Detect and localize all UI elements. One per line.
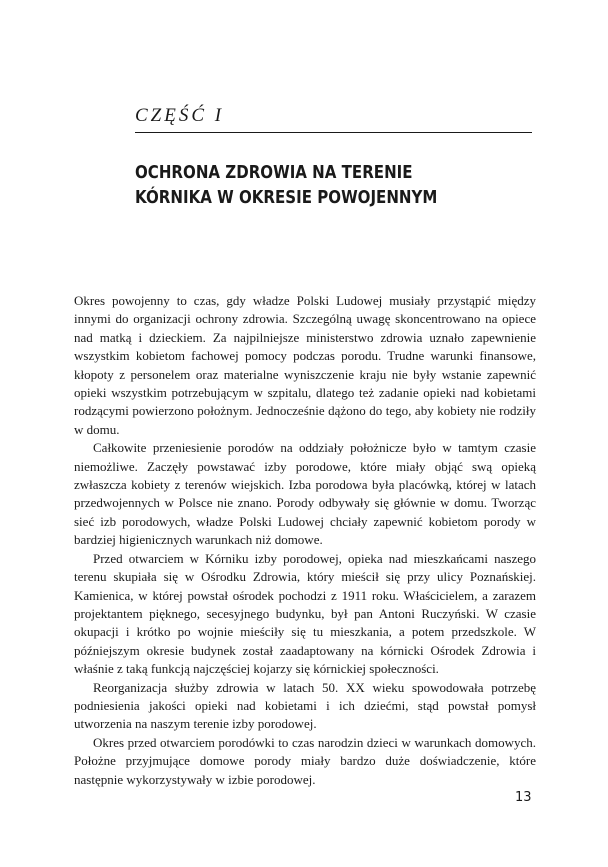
chapter-title-line: OCHRONA ZDROWIA NA TERENIE — [135, 163, 413, 183]
chapter-title-line: KÓRNIKA W OKRESIE POWOJENNYM — [135, 188, 438, 208]
paragraph: Okres przed otwarciem porodówki to czas narodzin dzieci w warunkach domowych. Położne przyjmujące domowe porody miały bardzo duże doświadczenie, które następnie wykorzystywały w izbie porodowej. — [74, 734, 536, 787]
paragraph: Całkowite przeniesienie porodów na oddziały położnicze było w tamtym czasie niemożliwe. Zaczęły powstawać izby porodowe, które miały objąć swą opieką zwłaszcza kobiety z terenów wiejskich. Izba porodowa była placówką, której w latach przedwojennych w Polsce nie znano. Porody odbywały się głównie w domu. Tworząc sieć izb porodowych, władze Polski Ludowej chciały zapewnić kobietom porody w bardziej higienicznych warunkach niż domowe. — [74, 440, 536, 548]
paragraph: Okres powojenny to czas, gdy władze Polski Ludowej musiały przystąpić między innymi do organizacji ochrony zdrowia. Szczególną uwagę skoncentrowano na opiece nad matką i dzieckiem. Za najpilniejsze ministerstwo zdrowia uznało zapewnienie wszystkim kobietom fachowej pomocy podczas porodu. Trudne warunki finansowe, kłopoty z personelem oraz materialne wyniszczenie kraju nie były wstanie zapewnić opieki wszystkim potrzebującym w szpitalu, dlatego też zadanie opieki nad kobietami rodzącymi powierzono położnym. Jednocześnie dążono do tego, aby kobiety nie rodziły w domu. — [74, 293, 536, 437]
paragraph: Przed otwarciem w Kórniku izby porodowej, opieka nad mieszkańcami naszego terenu skupiała się w Ośrodku Zdrowia, który mieścił się przy ulicy Poznańskiej. Kamienica, w której powstał ośrodek pochodzi z 1911 roku. Właścicielem, a zarazem projektantem pięknego, secesyjnego budynku, był pan Antoni Ruczyński. W czasie okupacji i krótko po wojnie mieściły się tu mieszkania, a potem przedszkole. W późniejszym okresie budynek został zaadaptowany na kórnicki Ośrodek Zdrowia i właśnie z taką funkcją najczęściej kojarzy się kórnickiej społeczności. — [74, 550, 536, 677]
body-text — [74, 292, 536, 789]
part-divider — [135, 132, 532, 133]
paragraph: Reorganizacja służby zdrowia w latach 50. XX wieku spowodowała potrzebę podniesienia jakości opieki nad kobietami i ich dziećmi, stąd powstał pomysł utworzenia na naszym terenie izby porodowej. — [74, 679, 536, 732]
chapter-title — [135, 161, 479, 211]
page-number: 13 — [515, 790, 532, 805]
part-label: CZĘŚĆ I — [135, 105, 225, 126]
